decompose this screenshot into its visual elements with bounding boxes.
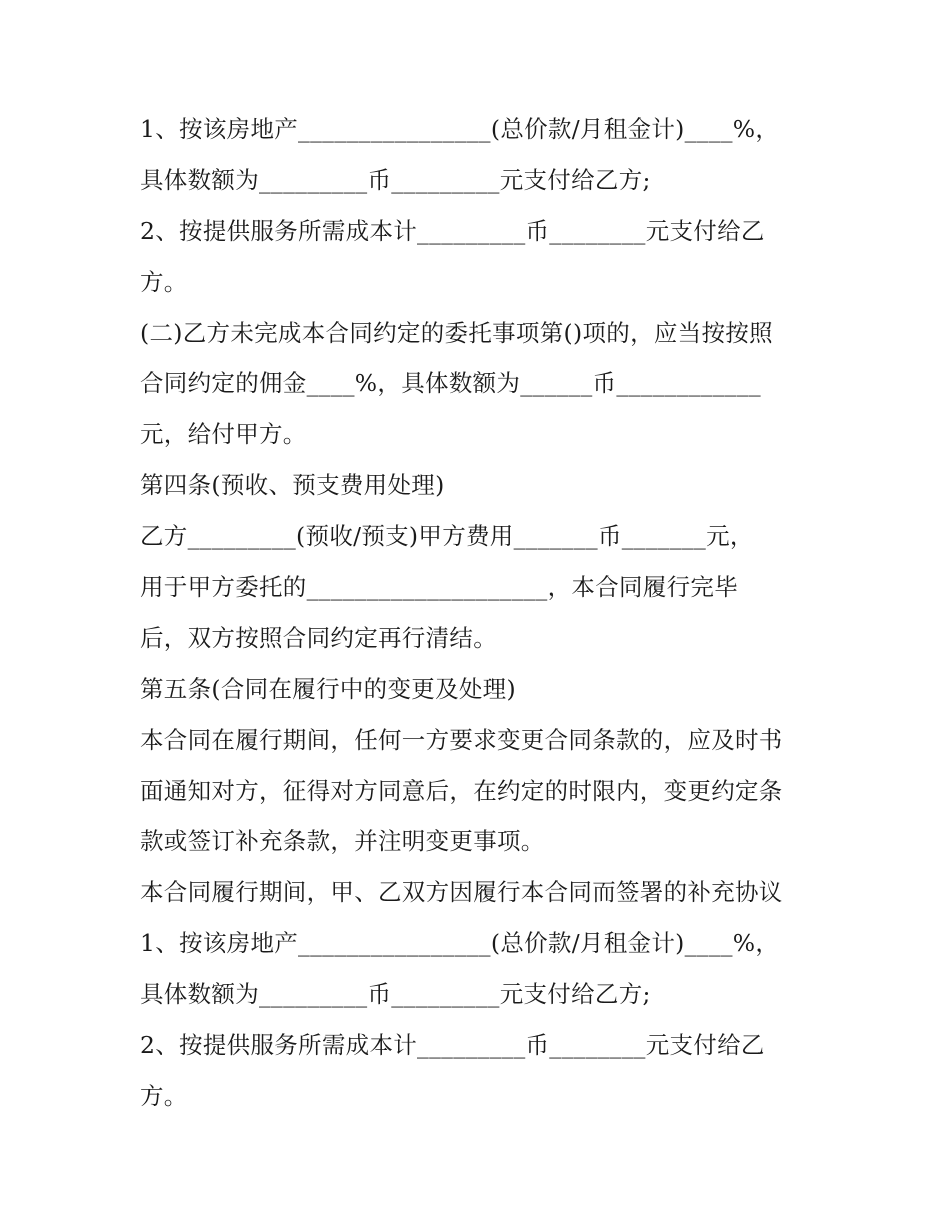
text-line: 具体数额为_________币_________元支付给乙方; [140, 980, 651, 1009]
text-line: 方。 [140, 267, 188, 296]
text-line: 面通知对方，征得对方同意后，在约定的时限内，变更约定条 [140, 776, 783, 805]
text-line: 本合同在履行期间，任何一方要求变更合同条款的，应及时书 [140, 725, 783, 754]
document-body [140, 104, 820, 1122]
text-line: 1、按该房地产________________(总价款/月租金计)____%， [140, 929, 780, 958]
section-heading: 第五条(合同在履行中的变更及处理) [140, 674, 516, 703]
text-line: (二)乙方未完成本合同约定的委托事项第()项的，应当按按照 [140, 318, 773, 347]
text-line: 后，双方按照合同约定再行清结。 [140, 623, 497, 652]
text-line: 元，给付甲方。 [140, 420, 307, 449]
section-heading: 第四条(预收、预支费用处理) [140, 471, 445, 500]
text-line: 方。 [140, 1081, 188, 1110]
text-line: 乙方_________(预收/预支)甲方费用_______币_______元， [140, 522, 754, 551]
text-line: 款或签订补充条款，并注明变更事项。 [140, 827, 545, 856]
text-line: 合同约定的佣金____%，具体数额为______币____________ [140, 369, 761, 398]
text-line: 具体数额为_________币_________元支付给乙方; [140, 165, 651, 194]
text-line: 用于甲方委托的____________________，本合同履行完毕 [140, 573, 738, 602]
text-line: 本合同履行期间，甲、乙双方因履行本合同而签署的补充协议 [140, 878, 783, 907]
text-line: 2、按提供服务所需成本计_________币________元支付给乙 [140, 1031, 765, 1060]
text-line: 1、按该房地产________________(总价款/月租金计)____%， [140, 115, 780, 143]
text-line: 2、按提供服务所需成本计_________币________元支付给乙 [140, 216, 765, 245]
